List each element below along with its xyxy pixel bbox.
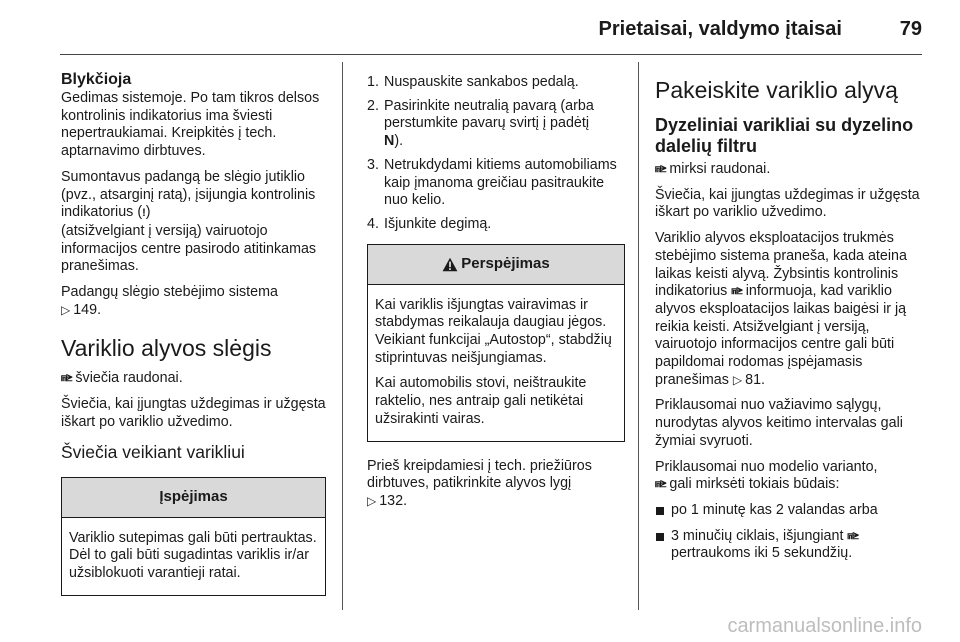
oil-can-icon: ⩎⪭ [847,529,858,542]
paragraph-text: Prieš kreipdamiesi į tech. priežiūros dirbtuves, patikrinkite alyvos lygį [367,457,592,492]
warning-text: Kai automobilis stovi, neištraukite raktelio, nes antraip gali netikėtai užsirakinti vairas. [375,375,587,427]
page-reference[interactable]: 81. [745,371,765,388]
bullet-text: po 1 minutę kas 2 valandas arba [671,501,878,518]
column-1 [61,60,326,608]
paragraph-text: Priklausomai nuo modelio varianto, [655,458,878,475]
paragraph-text: gali mirksėti tokiais būdais: [669,476,840,493]
paragraph [61,284,326,319]
warning-box-body [368,285,624,441]
paragraph-text: Variklio alyvos eksploatacijos trukmės stebėjimo sistema praneša, kada ateina laikas keisti alyvą. Žybsintis kontrolinis indikatorius [655,230,907,300]
watermark: carmanualsonline.info [727,615,922,637]
page-reference[interactable]: 149. [73,301,102,318]
tire-pressure-icon: (!) [137,204,151,221]
section-heading-oil-change: Pakeiskite variklio alyvą [655,77,898,103]
warning-triangle-icon [442,257,458,272]
list-item [367,98,625,151]
paragraph-text: informuoja, kad variklio alyvos eksploatacijos laikas baigėsi ir ją reikia keisti. Atsižvelgiant į versiją, vairuotojo informacijos centre gali būti papildomai rodomas įspėjamasis pranešimas [655,283,907,388]
bullet-square-icon [656,507,664,515]
header-rule [60,54,922,55]
subsection-heading: Dyzeliniai varikliai su dyzelino dalelių filtru [655,115,914,156]
warning-box [367,244,625,442]
gear-letter: N [384,133,395,150]
paragraph: Gedimas sistemoje. Po tam tikros delsos kontrolinis indikatorius ima šviesti nepertraukiamai. Kreipkitės į tech. aptarnavimo dirbtuves. [61,90,320,160]
column-3 [655,60,925,571]
bullet-list [655,502,925,563]
step-text: ). [394,133,404,150]
column-divider [638,62,639,610]
section-heading-blinks: Blykčioja [61,71,132,88]
caution-box-title: Įspėjimas [62,478,325,518]
list-item [367,74,625,92]
step-text: Išjunkite degimą. [384,215,492,232]
paragraph [655,161,925,179]
paragraph: Šviečia, kai įjungtas uždegimas ir užgęsta iškart po variklio užvedimo. [655,186,920,221]
oil-can-icon: ⩎⪭ [61,372,72,385]
list-item [367,157,625,210]
steps-list [367,74,625,234]
bullet-square-icon [656,533,664,541]
page-reference-arrow-icon: ▷ [732,372,743,387]
section-heading-oil-pressure: Variklio alyvos slėgis [61,335,272,362]
paragraph [61,370,326,388]
bullet-text: pertraukoms iki 5 sekundžių. [671,545,853,562]
paragraph-text: šviečia raudonai. [75,370,183,387]
column-divider [342,62,343,610]
caution-text: Variklio sutepimas gali būti pertrauktas. Dėl to gali būti sugadintas variklis ir/ar užsiblokuoti varantieji ratai. [69,529,317,581]
bullet-text: 3 minučių ciklais, išjungiant [671,527,844,544]
page-reference[interactable]: 132. [379,492,408,509]
paragraph: Priklausomai nuo važiavimo sąlygų, nurodytas alyvos keitimo intervalas gali žymiai svyruoti. [655,397,903,449]
paragraph-text: Padangų slėgio stebėjimo sistema [61,284,278,301]
caution-box [61,477,326,596]
oil-can-icon: ⩎⪭ [655,478,666,491]
list-item [655,502,925,520]
step-number: 2. [367,97,379,114]
step-number: 1. [367,74,379,90]
caution-box-body [62,518,325,595]
list-item [367,216,625,234]
oil-can-icon: ⩎⪭ [731,285,742,298]
step-text: Nuspauskite sankabos pedalą. [384,74,579,90]
column-2 [367,60,625,519]
paragraph-text: (atsižvelgiant į versiją) vairuotojo informacijos centre pasirodo atitinkamas pranešimas. [61,222,317,275]
page-reference-arrow-icon: ▷ [367,493,377,508]
paragraph [655,230,925,389]
oil-can-icon: ⩎⪭ [655,163,666,175]
page-header [0,0,960,62]
step-number: 4. [367,215,379,232]
step-text: Pasirinkite neutralią pavarą (arba perstumkite pavarų svirtį į padėtį [384,97,594,132]
subsection-heading: Šviečia veikiant varikliui [61,441,245,462]
warning-text: Kai variklis išjungtas vairavimas ir stabdymas reikalauja daugiau jėgos. Veikiant funkcijai „Autostop“, stabdžių stiprintuvas neišjungiamas. [375,296,612,366]
paragraph [367,458,625,511]
step-number: 3. [367,156,379,173]
paragraph [61,169,326,276]
list-item [655,528,925,563]
chapter-title: Prietaisai, valdymo įtaisai [598,18,842,40]
paragraph-text: mirksi raudonai. [669,161,771,177]
page-reference-arrow-icon: ▷ [61,302,71,317]
page-number: 79 [899,18,922,40]
paragraph [655,459,925,494]
step-text: Netrukdydami kitiems automobiliams kaip įmanoma greičiau pasitraukite nuo kelio. [384,156,617,209]
paragraph: Šviečia, kai įjungtas uždegimas ir užgęsta iškart po variklio užvedimo. [61,396,326,430]
paragraph-text: Sumontavus padangą be slėgio jutiklio (pvz., atsarginį ratą), įsijungia kontrolinis indikatorius [61,168,316,221]
warning-box-title [368,245,624,285]
warning-title-text: Perspėjimas [461,255,550,273]
